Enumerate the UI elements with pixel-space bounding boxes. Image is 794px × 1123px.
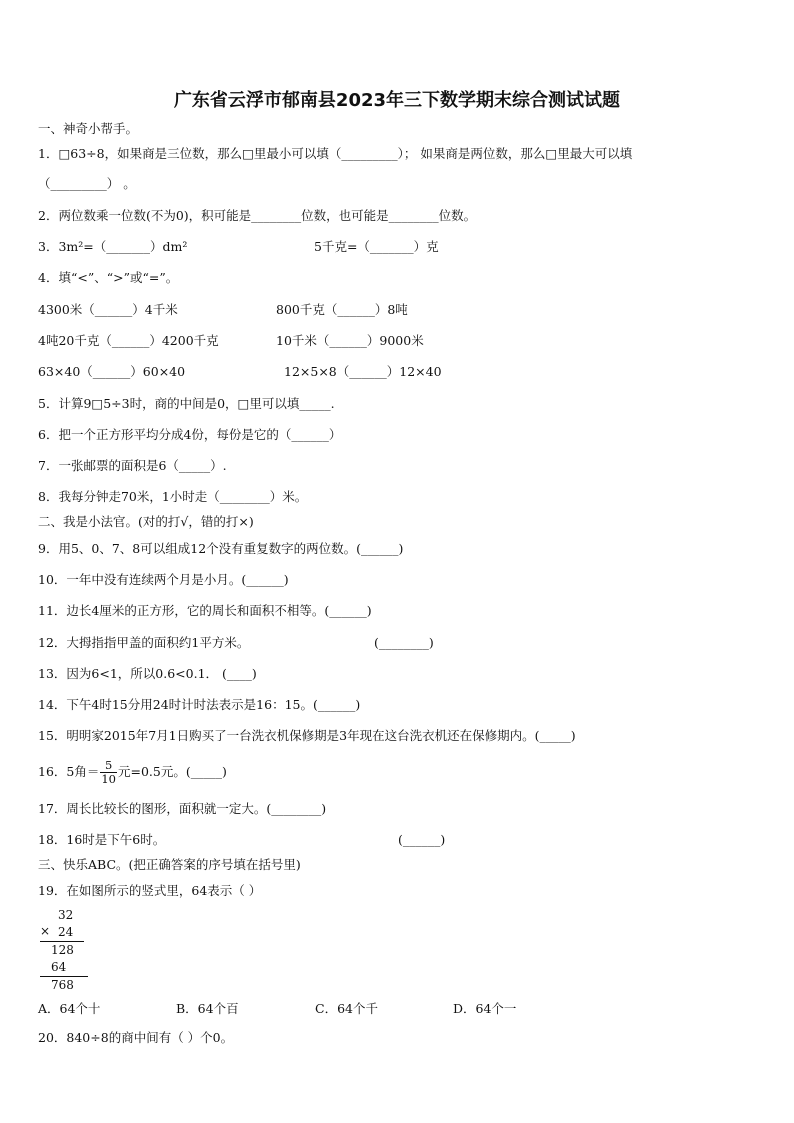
question-4-row-2-right: 10千米（______）9000米 [276,333,424,348]
question-17: 17．周长比较长的图形，面积就一定大。(________) [38,801,327,816]
question-3-part-a: 3．3m²=（_______）dm² [38,239,188,254]
question-4-row-1-left: 4300米（______）4千米 [38,302,178,317]
question-10: 10．一年中没有连续两个月是小月。(______) [38,572,289,587]
question-9: 9．用5、0、7、8可以组成12个没有重复数字的两位数。(______) [38,541,404,556]
question-13: 13．因为6<1，所以0.6<0.1． (____) [38,666,257,681]
question-19: 19．在如图所示的竖式里，64表示（ ） [38,883,262,898]
question-6: 6．把一个正方形平均分成4份，每份是它的（______） [38,427,342,442]
page-title: 广东省云浮市郁南县2023年三下数学期末综合测试试题 [173,90,621,111]
question-1-line-2: （_________） 。 [38,176,136,191]
question-4-row-1-right: 800千克（______）8吨 [276,302,408,317]
question-3-part-b: 5千克=（_______）克 [314,239,439,254]
question-14: 14．下午4时15分用24时计时法表示是16：15。(______) [38,697,361,712]
fraction [100,759,117,786]
option-c: C．64个千 [315,1001,378,1016]
section-2-heading: 二、我是小法官。(对的打√，错的打×) [38,514,254,529]
rule-line-2 [40,976,88,977]
section-3-heading: 三、快乐ABC。(把正确答案的序号填在括号里) [38,857,301,872]
partial-product-1: 128 [51,943,74,957]
option-d: D．64个一 [453,1001,517,1016]
fraction-numerator: 5 [100,759,117,773]
question-8: 8．我每分钟走70米，1小时走（________）米。 [38,489,308,504]
question-16-prefix: 16．5角＝ [38,764,100,779]
fraction-denominator: 10 [101,772,116,786]
question-1-line-1: 1．□63÷8，如果商是三位数，那么□里最小可以填（_________）； 如果商是两位数，那么□里最大可以填 [38,146,633,161]
question-5: 5．计算9□5÷3时，商的中间是0，□里可以填_____. [38,396,335,411]
question-4: 4．填“<”、“>”或“=”。 [38,270,179,285]
question-18-answer-blank: (______) [398,832,446,847]
question-16-suffix: 元=0.5元。(_____) [118,764,227,779]
partial-product-2: 64 [51,960,67,974]
question-4-row-3-left: 63×40（______）60×40 [38,364,186,379]
rule-line-1 [40,941,84,942]
final-product: 768 [51,978,74,992]
section-1-heading: 一、神奇小帮手。 [38,121,139,136]
multiplicand: 32 [58,908,74,922]
question-20: 20．840÷8的商中间有（ ）个0。 [38,1030,234,1045]
multiply-sign: × [40,924,51,938]
question-2: 2．两位数乘一位数(不为0)，积可能是________位数，也可能是________位数。 [38,208,477,223]
question-12: 12．大拇指指甲盖的面积约1平方米。 [38,635,250,650]
question-4-row-3-right: 12×5×8（______）12×40 [284,364,442,379]
question-12-answer-blank: (________) [374,635,434,650]
option-b: B．64个百 [176,1001,239,1016]
question-16 [38,757,227,787]
question-15: 15．明明家2015年7月1日购买了一台洗衣机保修期是3年现在这台洗衣机还在保修期内。(_____) [38,728,576,743]
option-a: A．64个十 [38,1001,101,1016]
question-11: 11．边长4厘米的正方形，它的周长和面积不相等。(______) [38,603,372,618]
multiplier: 24 [58,925,74,939]
question-7: 7．一张邮票的面积是6（_____）. [38,458,227,473]
question-18: 18．16时是下午6时。 [38,832,166,847]
question-4-row-2-left: 4吨20千克（______）4200千克 [38,333,219,348]
